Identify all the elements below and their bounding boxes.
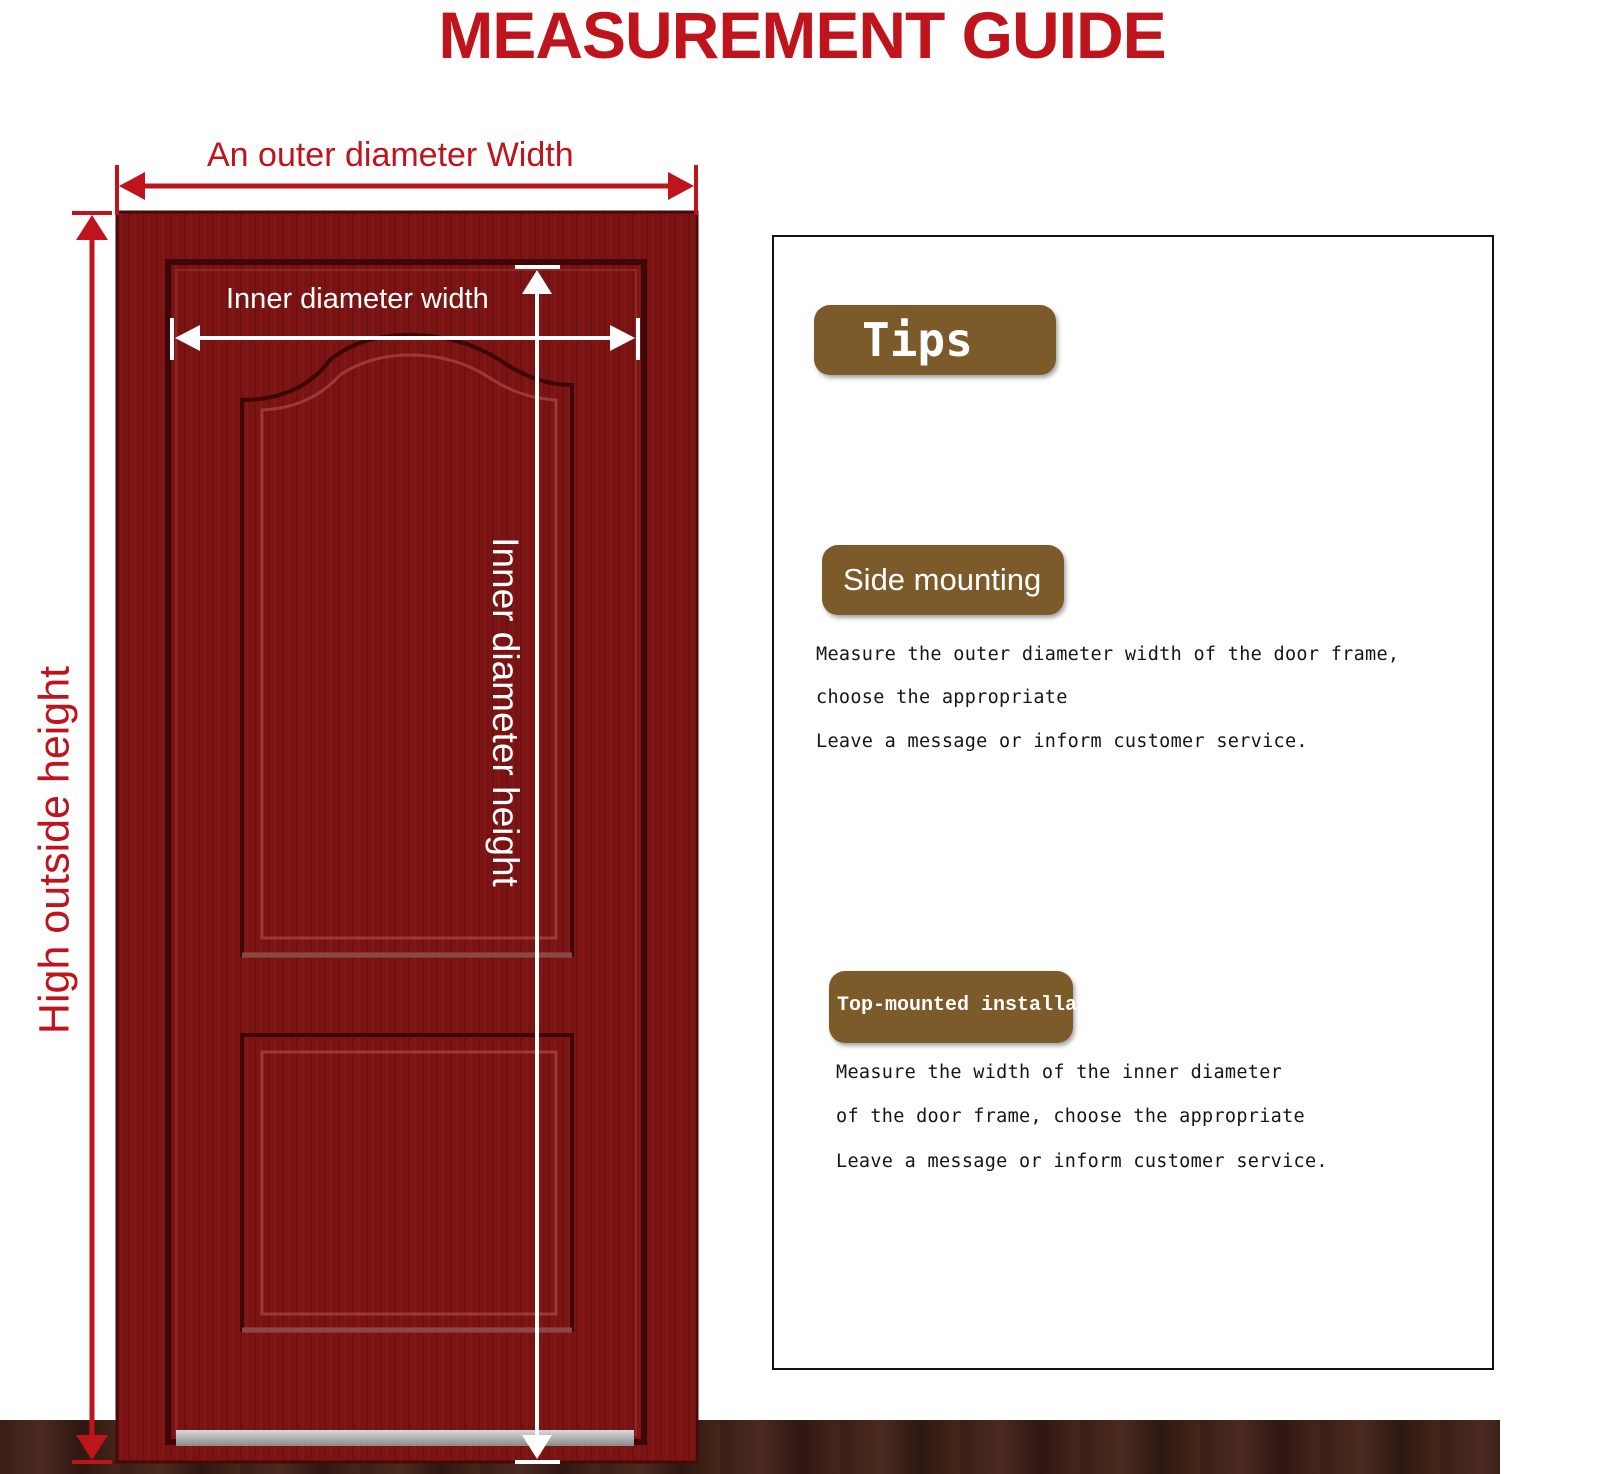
top-mounted-line: of the door frame, choose the appropriate (836, 1106, 1305, 1127)
inner-width-label: Inner diameter width (226, 283, 489, 315)
lower-door-panel (242, 1035, 572, 1330)
outer-width-label: An outer diameter Width (207, 136, 574, 174)
side-mounting-badge: Side mounting (822, 545, 1064, 615)
tips-badge: Tips (814, 305, 1056, 375)
door-threshold (176, 1430, 634, 1446)
side-mounting-line: Measure the outer diameter width of the door frame, (816, 644, 1400, 665)
page-title: MEASUREMENT GUIDE (438, 0, 1166, 72)
tips-panel (772, 235, 1494, 1370)
side-mounting-line: choose the appropriate (816, 687, 1068, 708)
top-mounted-line: Leave a message or inform customer service. (836, 1151, 1328, 1172)
top-mounted-badge: Top-mounted installation (829, 971, 1073, 1043)
outer-height-label: High outside height (30, 665, 79, 1035)
top-mounted-line: Measure the width of the inner diameter (836, 1062, 1283, 1083)
side-mounting-line: Leave a message or inform customer service. (816, 731, 1308, 752)
inner-height-label: Inner diameter height (485, 537, 526, 887)
